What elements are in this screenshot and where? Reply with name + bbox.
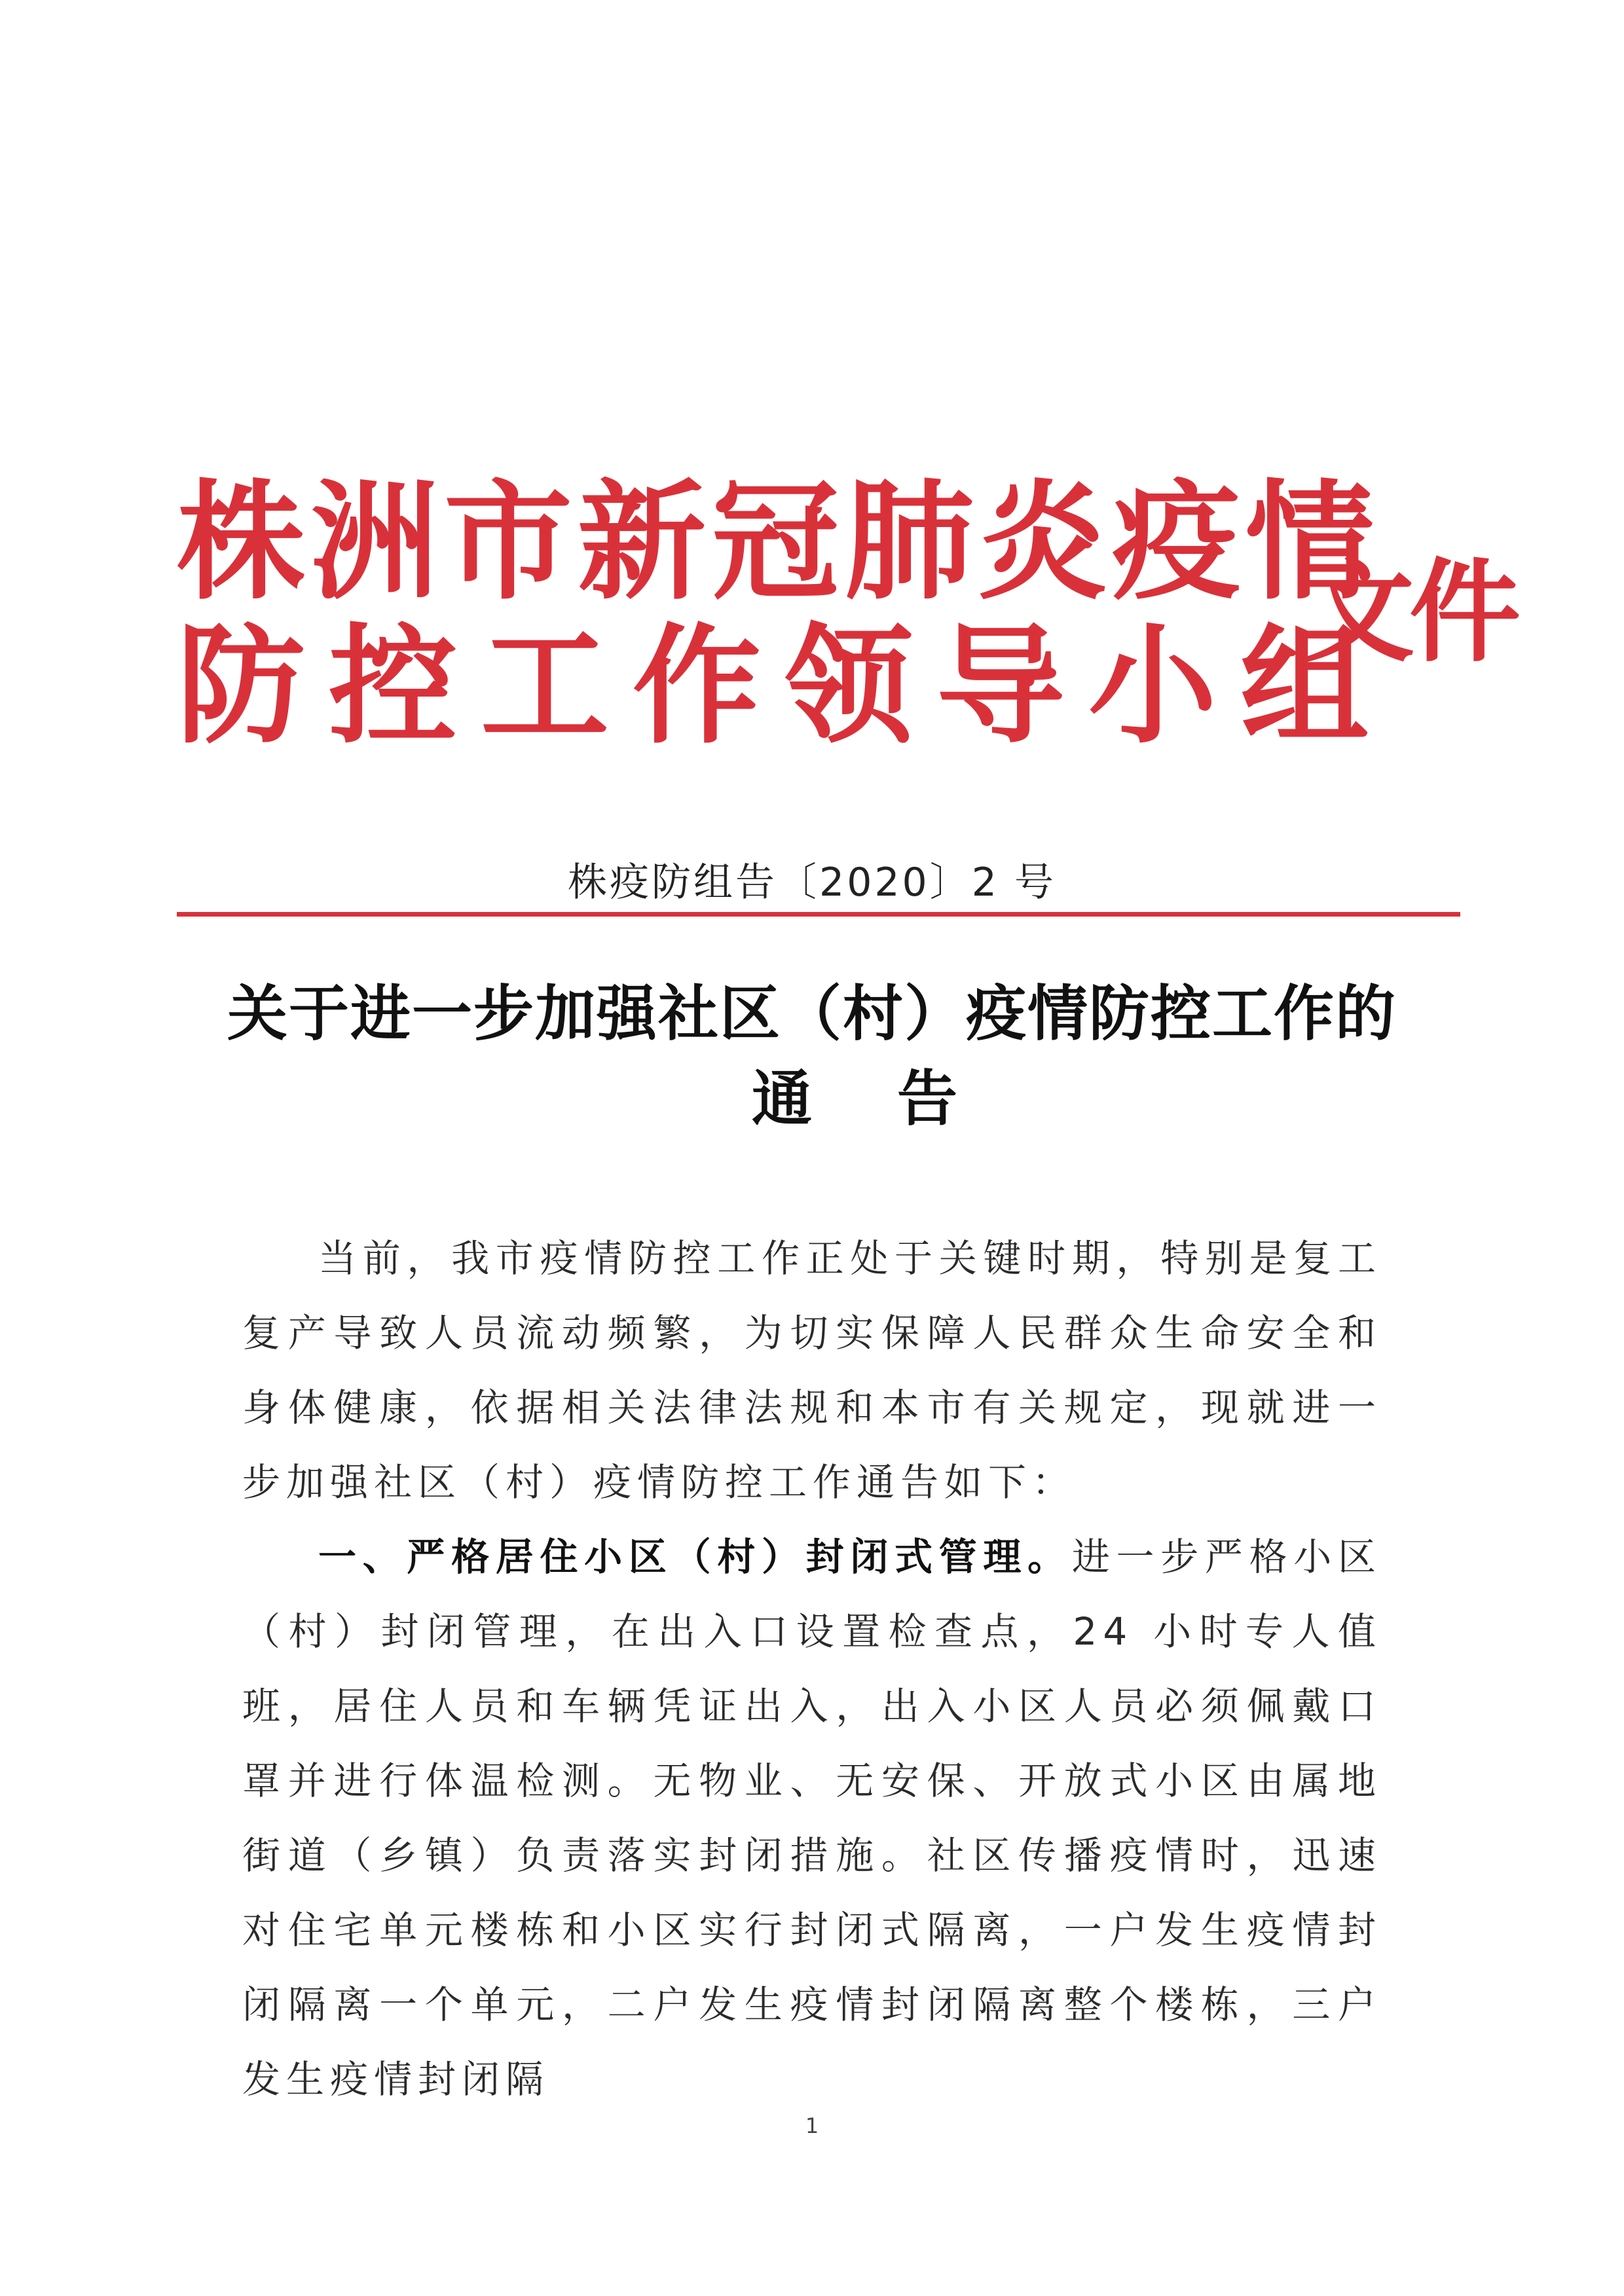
section-1-text: 进一步严格小区（村）封闭管理，在出入口设置检查点，24 小时专人值班，居住人员和车辆凭证出入，出入小区人员必须佩戴口罩并进行体温检测。无物业、无安保、开放式小区由属地街道（乡镇）负责落实封闭措施。社区传播疫情时，迅速对住宅单元楼栋和小区实行封闭式隔离，一户发生疫情封闭隔离一个单元，二户发生疫情封闭隔离整个楼栋，三户发生疫情封闭隔 — [242, 1535, 1382, 2102]
letterhead — [177, 458, 1516, 786]
letterhead-suffix: 文件 — [1303, 547, 1516, 678]
intro-paragraph: 当前，我市疫情防控工作正处于关键时期，特别是复工复产导致人员流动频繁，为切实保障人民群众生命安全和身体健康，依据相关法律法规和本市有关规定，现就进一步加强社区（村）疫情防控工作通告如下： — [242, 1236, 1382, 1504]
section-1-heading: 一、严格居住小区（村）封闭式管理。 — [318, 1535, 1072, 1579]
letterhead-line-2: 防控工作领导小组 — [177, 611, 1393, 761]
document-title-line-1: 关于进一步加强社区（村）疫情防控工作的 — [227, 978, 1397, 1049]
document-body — [242, 1221, 1382, 2117]
red-divider — [177, 912, 1460, 917]
document-number: 株疫防组告〔2020〕2 号 — [568, 860, 1056, 905]
section-1-paragraph — [242, 1520, 1382, 2117]
letterhead-line-1: 株洲市新冠肺炎疫情 — [177, 467, 1380, 617]
document-title-line-2: 通告 — [751, 1063, 1043, 1134]
page-number: 1 — [805, 2113, 819, 2138]
